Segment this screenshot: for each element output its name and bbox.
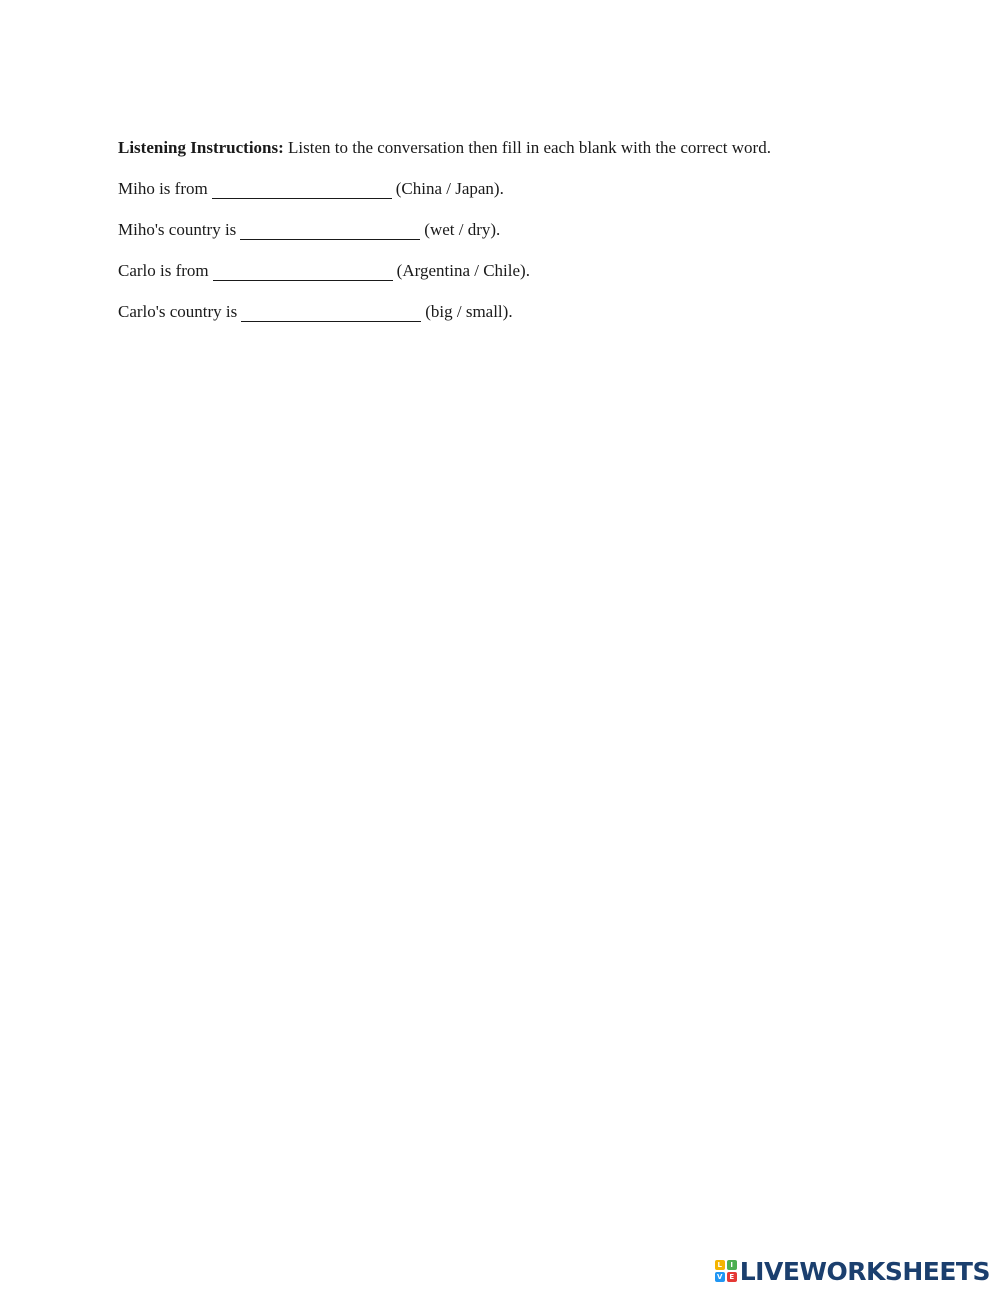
instructions	[118, 137, 938, 159]
answer-blank-4[interactable]	[241, 306, 421, 322]
worksheet	[118, 137, 938, 342]
logo-text: LIVEWORKSHEETS	[739, 1256, 990, 1286]
answer-blank-3[interactable]	[213, 265, 393, 281]
question-3	[118, 260, 938, 282]
question-prefix: Miho's country is	[118, 220, 237, 239]
answer-blank-1[interactable]	[212, 183, 392, 199]
question-prefix: Carlo is from	[118, 261, 209, 280]
instructions-text: Listen to the conversation then fill in each blank with the correct word.	[283, 138, 771, 157]
logo-blocks-icon	[715, 1260, 737, 1282]
instructions-label: Listening Instructions:	[118, 138, 284, 157]
question-options: (big / small).	[425, 302, 513, 321]
logo-block-e: E	[727, 1272, 737, 1282]
logo-block-v: V	[715, 1272, 725, 1282]
question-options: (Argentina / Chile).	[396, 261, 530, 280]
question-1	[118, 178, 938, 200]
answer-blank-2[interactable]	[240, 224, 420, 240]
logo-block-l: L	[715, 1260, 725, 1270]
question-options: (China / Japan).	[395, 179, 504, 198]
question-options: (wet / dry).	[424, 220, 501, 239]
question-prefix: Miho is from	[118, 179, 208, 198]
question-2	[118, 219, 938, 241]
question-prefix: Carlo's country is	[118, 302, 238, 321]
question-4	[118, 301, 938, 323]
liveworksheets-logo	[715, 1256, 990, 1286]
logo-block-i: I	[727, 1260, 737, 1270]
